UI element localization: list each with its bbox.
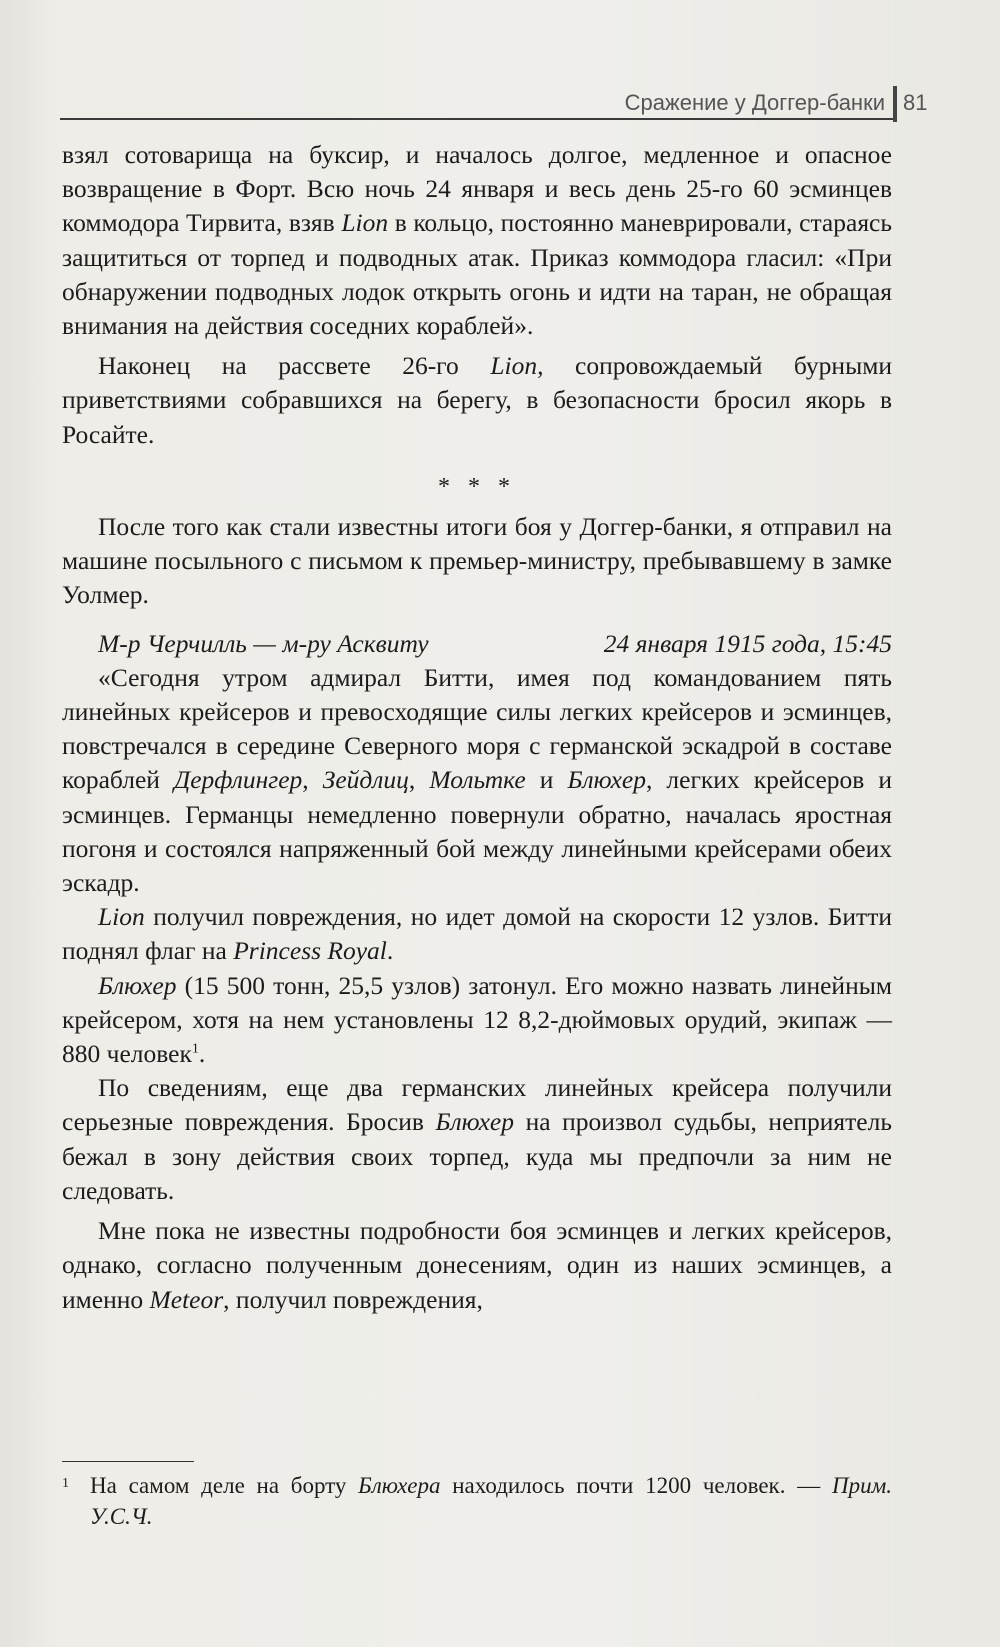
text-run: находилось почти 1200 человек. — — [440, 1473, 832, 1498]
text-run: По сведениям, еще два германских линейных крейсера получили серьезные повреждения. Бросив — [62, 1073, 892, 1137]
italic-run: Lion — [98, 902, 145, 932]
footnote-rule — [62, 1461, 194, 1462]
text-run: (15 500 тонн, 25,5 узлов) затонул. Его можно назвать линейным крейсером, хотя на нем установлены 12 8,2-дюймовых орудий, экипаж — 880 человек — [62, 970, 892, 1069]
italic-run: Lion, — [490, 351, 544, 381]
text-run: , получил повреждения, — [223, 1284, 483, 1314]
italic-run: Princess Royal — [233, 936, 387, 966]
footnote-ref: 1 — [191, 1041, 199, 1057]
paragraph — [62, 969, 892, 1072]
italic-run: Мольтке — [429, 765, 526, 795]
text-run: После того как стали известны итоги боя у Доггер-банки, я отправил на машине посыльного с письмом к премьер-министру, пребывавшему в замке Уолмер. — [62, 512, 892, 610]
text-run: сопровождаемый бурными приветствиями собравшихся на берегу, в безопасности бросил якорь в Росайте. — [62, 351, 892, 449]
paragraph — [62, 510, 892, 613]
letter-sender-recipient: М-р Черчилль — м-ру Асквиту — [98, 628, 429, 658]
text-run: . — [198, 1039, 206, 1069]
text-run: На самом деле на борту — [90, 1473, 359, 1498]
header-divider — [893, 86, 897, 122]
paragraph — [62, 900, 892, 968]
paragraph — [62, 349, 892, 452]
letter-heading — [62, 627, 892, 661]
italic-run: Зейдлиц — [322, 765, 409, 795]
text-run: , — [408, 765, 430, 795]
paragraph — [62, 138, 892, 343]
text-run: , — [302, 765, 323, 795]
text-run: Мне пока не известны подробности боя эсминцев и легких крейсеров, однако, согласно полученным донесениям, один из наших эсминцев, а именно — [62, 1216, 892, 1314]
letter-date: 24 января 1915 года, 15:45 — [603, 628, 892, 658]
body-text — [62, 138, 892, 1317]
paragraph — [62, 661, 892, 900]
paragraph — [62, 1214, 892, 1317]
text-run: на произвол судьбы, неприятель бежал в зону действия своих торпед, куда мы предпочли за ним не следовать. — [62, 1107, 892, 1205]
italic-run: Блюхер — [567, 765, 646, 795]
text-run: Наконец на рассвете 26-го — [98, 351, 491, 381]
italic-run: Lion — [341, 208, 389, 238]
text-run: «Сегодня утром адмирал Битти, имея под командованием пять линейных крейсеров и превосходящие силы легких крейсеров и эсминцев, повстречался в середине Северного моря с германской эскадрой в составе кораблей — [62, 662, 892, 795]
running-title: Сражение у Доггер-банки — [624, 90, 885, 115]
section-separator: * * * — [438, 473, 516, 500]
text-run: . — [386, 936, 394, 966]
paragraph — [62, 1071, 892, 1208]
footnote-text — [62, 1470, 892, 1532]
italic-run: Дерфлингер — [173, 765, 303, 795]
text-run: в кольцо, постоянно маневрировали, стараясь защититься от торпед и подводных атак. Приказ коммодора гласил: «При обнаружении подводных лодок открыть огонь и идти на таран, не обращая внимания на действия соседних кораблей». — [62, 208, 892, 341]
footnote-mark: 1 — [62, 1476, 69, 1491]
text-run: , легких крейсеров и эсминцев. Германцы немедленно повернули обратно, началась яростная погоня и состоялся напряженный бой между линейными крейсерами обеих эскадр. — [62, 765, 893, 898]
italic-run: Прим. У.С.Ч. — [90, 1473, 892, 1529]
italic-run: Блюхера — [358, 1473, 441, 1498]
italic-run: Блюхер — [435, 1107, 515, 1137]
footnote — [62, 1470, 892, 1532]
running-header — [60, 88, 897, 120]
italic-run: Блюхер — [98, 970, 177, 1000]
text-run: и — [525, 765, 568, 795]
page-number: 81 — [903, 90, 928, 115]
text-run: получил повреждения, но идет домой на скорости 12 узлов. Битти поднял флаг на — [62, 902, 892, 966]
italic-run: Meteor — [149, 1284, 224, 1314]
text-run: взял сотоварища на буксир, и началось долгое, медленное и опасное возвращение в Форт. Всю ночь 24 января и весь день 25-го 60 эсминцев коммодора Тирвита, взяв — [62, 140, 892, 238]
